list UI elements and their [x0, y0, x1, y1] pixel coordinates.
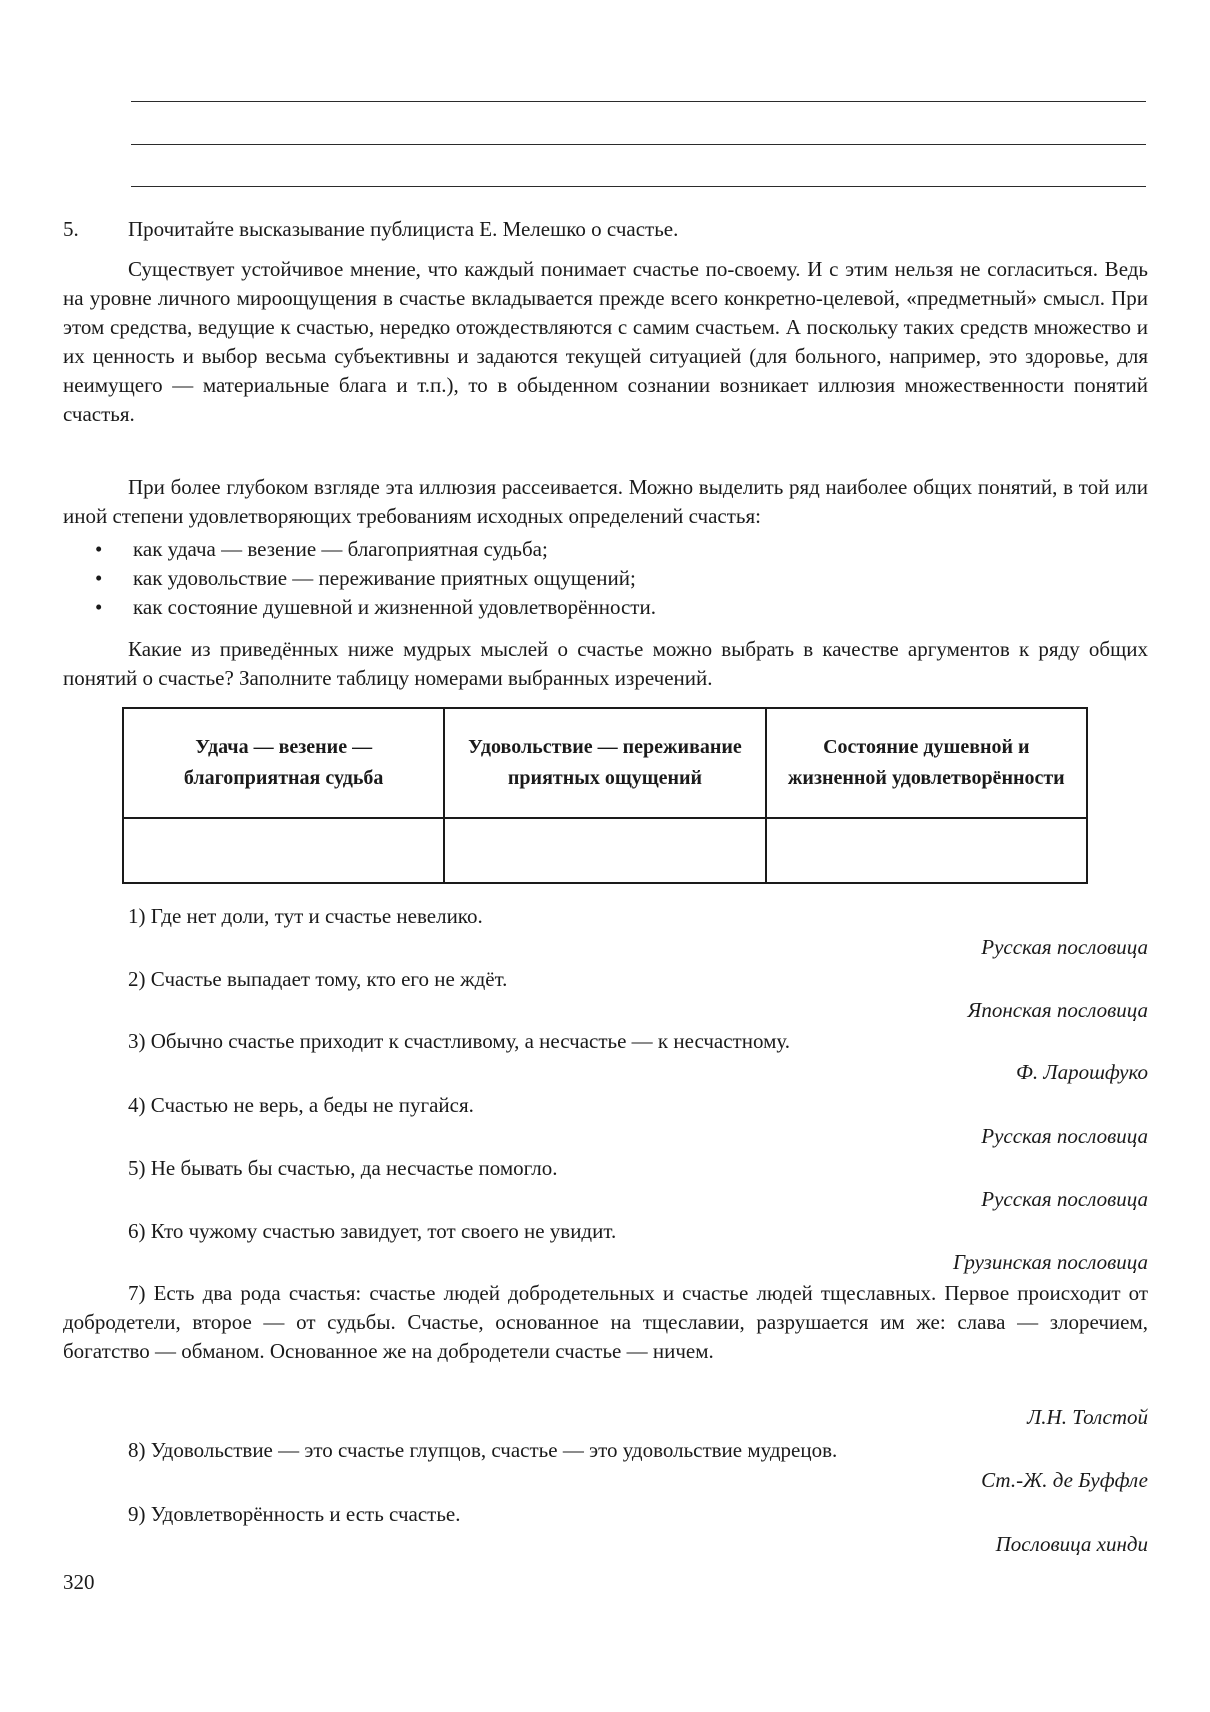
quote-text: 5) Не бывать бы счастью, да несчастье помогло.	[128, 1156, 558, 1180]
task-question: Какие из приведённых ниже мудрых мыслей о счастье можно выбрать в качестве аргументов к ряду общих понятий о счастье? Заполните таблицу номерами выбранных изречений.	[63, 637, 1148, 690]
answer-cell[interactable]	[123, 818, 444, 883]
answer-line	[131, 101, 1146, 102]
table-header: Удовольствие — переживание приятных ощущений	[444, 708, 765, 818]
quote-paragraph-1: Существует устойчивое мнение, что каждый понимает счастье по-своему. И с этим нельзя не согласиться. Ведь на уровне личного мироощущения в счастье вкладывается прежде всего конкретно-целевой, «предметный» смысл. При этом средства, ведущие к счастью, нередко отождествляются с самим счастьем. А поскольку таких средств множество и их ценность и выбор весьма субъективны и задаются текущей ситуацией (для больного, например, это здоровье, для неимущего — материальные блага и т.п.), то в обыденном сознании возникает иллюзия множественности понятий счастья.	[63, 257, 1148, 426]
concept-list	[95, 535, 1145, 622]
quote-author: Ст.-Ж. де Буффле	[981, 1468, 1148, 1492]
task-number: 5.	[63, 217, 79, 241]
page-number: 320	[63, 1570, 95, 1594]
quote-author: Грузинская пословица	[953, 1250, 1148, 1274]
quote-text: 8) Удовольствие — это счастье глупцов, счастье — это удовольствие мудрецов.	[128, 1438, 838, 1462]
table-header: Состояние душевной и жизненной удовлетворённости	[766, 708, 1087, 818]
task-instruction: Прочитайте высказывание публициста Е. Мелешко о счастье.	[128, 217, 679, 241]
answer-line	[131, 186, 1146, 187]
quote-author: Русская пословица	[981, 1124, 1148, 1148]
quote-text: 7) Есть два рода счастья: счастье людей добродетельных и счастье людей тщеславных. Первое происходит от добродетели, второе — от судьбы. Счастье, основанное на тщеславии, разрушается им же: слава — злоречием, богатство — обманом. Основанное же на добродетели счастье — ничем.	[63, 1281, 1148, 1363]
quote-text: 1) Где нет доли, тут и счастье невелико.	[128, 904, 483, 928]
quote-text: 4) Счастью не верь, а беды не пугайся.	[128, 1093, 474, 1117]
quote-author: Пословица хинди	[995, 1532, 1148, 1556]
quote-text: 9) Удовлетворённость и есть счастье.	[128, 1502, 461, 1526]
list-item: • как состояние душевной и жизненной удовлетворённости.	[95, 593, 1145, 622]
table-header: Удача — везение — благоприятная судьба	[123, 708, 444, 818]
quote-text: 3) Обычно счастье приходит к счастливому, а несчастье — к несчастному.	[128, 1029, 791, 1053]
answer-cell[interactable]	[444, 818, 765, 883]
answer-cell[interactable]	[766, 818, 1087, 883]
list-item: • как удача — везение — благоприятная судьба;	[95, 535, 1145, 564]
quote-author: Л.Н. Толстой	[1027, 1405, 1148, 1429]
quote-paragraph-2: При более глубоком взгляде эта иллюзия рассеивается. Можно выделить ряд наиболее общих понятий, в той или иной степени удовлетворяющих требованиям исходных определений счастья:	[63, 475, 1148, 528]
answer-line	[131, 144, 1146, 145]
quote-author: Русская пословица	[981, 1187, 1148, 1211]
quote-text: 6) Кто чужому счастью завидует, тот своего не увидит.	[128, 1219, 617, 1243]
quote-author: Русская пословица	[981, 935, 1148, 959]
answer-table	[122, 707, 1088, 884]
quote-text: 2) Счастье выпадает тому, кто его не ждёт.	[128, 967, 508, 991]
quote-author: Ф. Ларошфуко	[1015, 1060, 1148, 1084]
quote-author: Японская пословица	[967, 998, 1148, 1022]
list-item: • как удовольствие — переживание приятных ощущений;	[95, 564, 1145, 593]
